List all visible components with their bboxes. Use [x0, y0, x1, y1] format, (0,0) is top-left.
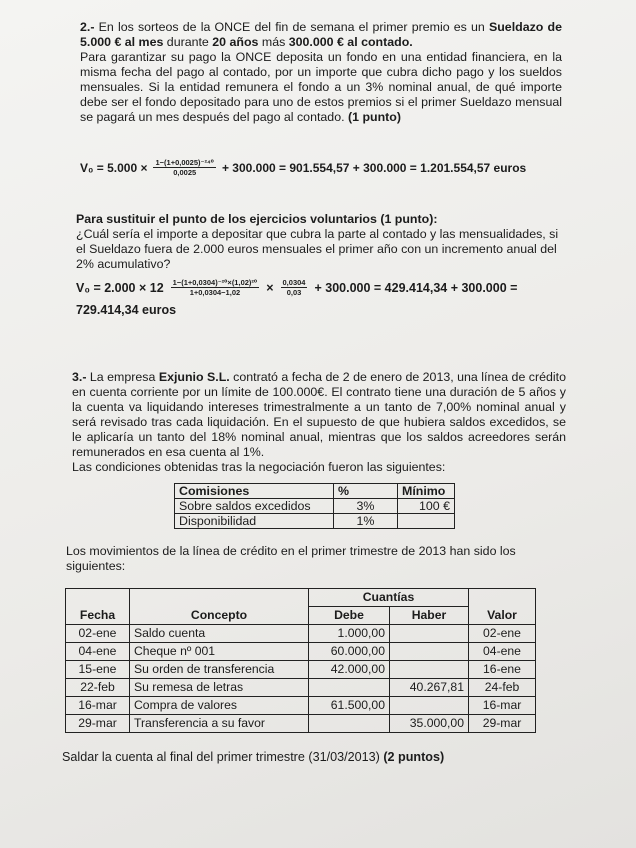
- question-number: 3.-: [72, 370, 87, 384]
- annuity-fraction: $\frac{\text{1−(1+0,0025)⁻²⁴⁰}}{0,0025}$: [155, 158, 214, 177]
- table-row: 15-ene Su orden de transferencia 42.000,00 16-ene: [66, 661, 536, 679]
- question-number: 2.-: [80, 20, 95, 34]
- table-header-row: Comisiones % Mínimo: [175, 484, 455, 499]
- cuantias-header: Cuantías: [309, 589, 469, 607]
- table-row: 16-mar Compra de valores 61.500,00 16-mar: [66, 697, 536, 715]
- voluntary-exercise: [76, 212, 566, 272]
- movements-intro: Los movimientos de la línea de crédito en el primer trimestre de 2013 han sido los siguientes:: [66, 544, 516, 573]
- commissions-table: [174, 483, 455, 529]
- table-header-row: Debe Haber: [66, 607, 536, 625]
- formula-2-result: 729.414,34 euros: [76, 303, 177, 317]
- table-row: 29-mar Transferencia a su favor 35.000,00 29-mar: [66, 715, 536, 733]
- voluntary-text: ¿Cuál sería el importe a depositar que cubra la parte al contado y las mensualidades, si el Sueldazo fuera de 2.000 euros mensuales el primer año con un incremento anual del 2% acumulativo?: [76, 227, 559, 271]
- closing-instruction: Saldar la cuenta al final del primer trimestre (31/03/2013) (2 puntos): [62, 750, 445, 764]
- question-2: 2.- En los sorteos de la ONCE del fin de semana el primer premio es un Sueldazo de 5.000 € al mes durante 20 años más 300.000 € al contado. Para garantizar su pago la ONCE deposita un fondo en una entidad financiera, en la misma fecha del pago al contado, por un importe que cubra dicho pago y los sueldos mensuales. Si la entidad remunera el fondo a un 3% nominal anual, de qué importe debe ser el fondo depositado para uno de estos premios si el primer Sueldazo mensual se pagará un mes después del pago al contado. (1 punto): [80, 20, 562, 124]
- rate-fraction: $\frac{0,0304}{0,03}$: [282, 278, 306, 297]
- table-header-row: Fecha Concepto Cuantías Valor: [66, 589, 536, 607]
- sueldazo-amount: Sueldazo de 5.000 € al mes: [80, 20, 562, 49]
- question-3: 3.- La empresa Exjunio S.L. contrató a fecha de 2 de enero de 2013, una línea de crédito en cuenta corriente por un límite de 100.000€. El contrato tiene una duración de 5 años y la cuenta va liquidando intereses trimestralmente a un tanto de 7,00% nominal anual y será revisado tras cada liquidación. En el supuesto de que hubiera saldos excedidos, se le aplicaría un tanto del 18% nominal anual, mientras que los saldos acreedores serán remunerados en esa cuenta al 1%. Las condiciones obtenidas tras la negociación fueron las siguientes:: [72, 370, 566, 474]
- table-row: Disponibilidad 1%: [175, 514, 455, 529]
- question-2-body: Para garantizar su pago la ONCE deposita un fondo en una entidad financiera, en la misma fecha del pago al contado, por un importe que cubra dicho pago y los sueldos mensuales. Si la entidad remunera el fondo a un 3% nominal anual, de qué importe debe ser el fondo depositado para uno de estos premios si el primer Sueldazo mensual se pagará un mes después del pago al contado. (1 punto): [80, 50, 562, 124]
- table-row: 04-ene Cheque nº 001 60.000,00 04-ene: [66, 643, 536, 661]
- points-label: (1 punto): [347, 110, 401, 124]
- table-row: Sobre saldos excedidos 3% 100 €: [175, 499, 455, 514]
- growing-annuity-fraction: $\frac{\text{1−(1+0,0304)⁻²⁰×(1,02)²⁰}}{1+0,0304-1,02}$: [172, 278, 258, 297]
- formula-2: V₀ = 2.000 × 12 $\frac{\text{1−(1+0,0304)⁻²⁰×(1,02)²⁰}}{1+0,0304-1,02}$ × $\frac{0,0304}{0,03}$ + 300.000 = 429.414,34 + 300.000 =: [76, 278, 518, 297]
- movements-table: [65, 588, 536, 733]
- voluntary-title: Para sustituir el punto de los ejercicios voluntarios (1 punto):: [76, 212, 438, 226]
- table-row: 02-ene Saldo cuenta 1.000,00 02-ene: [66, 625, 536, 643]
- points-label: (2 puntos): [383, 750, 445, 764]
- table-row: 22-feb Su remesa de letras 40.267,81 24-feb: [66, 679, 536, 697]
- company-name: Exjunio S.L.: [158, 370, 230, 384]
- conditions-text: Las condiciones obtenidas tras la negociación fueron las siguientes:: [72, 460, 446, 474]
- formula-1: V₀ = 5.000 × $\frac{\text{1−(1+0,0025)⁻²⁴⁰}}{0,0025}$ + 300.000 = 901.554,57 + 300.000 = 1.201.554,57 euros: [80, 158, 527, 177]
